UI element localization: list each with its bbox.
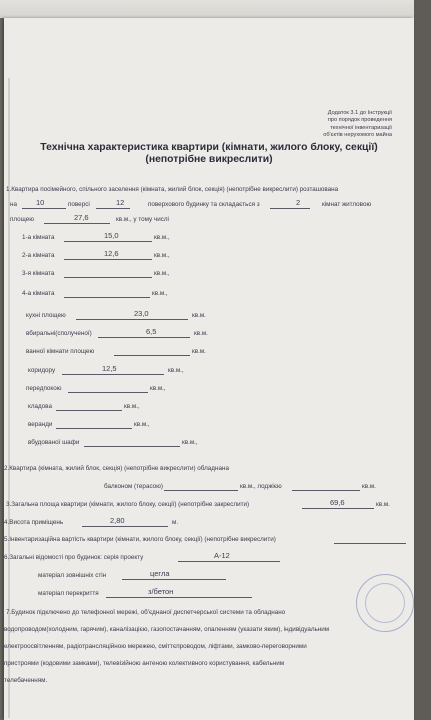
extra-unit: кв.м., — [124, 403, 140, 410]
extra-line — [98, 337, 190, 338]
document-page — [4, 18, 414, 720]
extra-label: кухні площею — [26, 312, 66, 319]
section-7-line: 7.Будинок підключено до телефонної мережі, об'єднаної диспетчерської системи та обладнано — [6, 609, 286, 616]
extra-label: коридору — [28, 367, 56, 374]
room-line — [64, 241, 152, 242]
paper-top-edge — [0, 0, 431, 18]
extra-unit: кв.м. — [192, 348, 206, 355]
binding-crease — [8, 78, 10, 718]
extra-unit: кв.м., — [182, 439, 198, 446]
living-area-label: площею — [10, 216, 34, 223]
appendix-note: Додаток 3.1 до Інструкції про порядок проведення технічної інвентаризації об'єктів нерухомого майна — [323, 110, 392, 139]
living-area-unit: кв.м., у тому числі — [116, 216, 169, 223]
document-title: Технічна характеристика квартири (кімнати, жилого блоку, секції) — [40, 142, 378, 153]
rooms-label: кімнат житловою — [322, 201, 372, 208]
section-5-text: 5.Інвентаризаційна вартість квартири (кімнати, жилого блоку, секції) (непотрібне викреслити) — [4, 536, 276, 543]
extra-line — [114, 355, 190, 356]
loggia-unit: кв.м. — [362, 483, 376, 490]
extra-unit: кв.м., — [150, 385, 166, 392]
floor-line — [22, 208, 66, 209]
extra-value: 23,0 — [134, 309, 149, 318]
balcony-line — [164, 490, 238, 491]
extra-value: 12,5 — [102, 364, 117, 373]
room-line — [64, 259, 152, 260]
total-area-line — [302, 508, 374, 509]
extra-label: передпокою — [26, 385, 62, 392]
extra-label: веранди — [28, 421, 53, 428]
seal-stamp — [356, 574, 414, 632]
total-area-unit: кв.м. — [376, 501, 390, 508]
room-unit: кв.м., — [152, 290, 168, 297]
extra-line — [76, 319, 188, 320]
section-7-line: пристроями (кодовими замками), телевізійною антеною колективного користування, кабельним — [4, 660, 285, 667]
balcony-unit: кв.м., лоджією — [240, 483, 282, 490]
room-label: 3-я кімната — [22, 270, 55, 277]
storeys-line — [96, 208, 130, 209]
extra-label: вбудованої шафи — [28, 439, 80, 446]
seal-inner-ring — [365, 583, 405, 623]
room-value: 15,0 — [104, 231, 119, 240]
floors-line — [106, 597, 252, 598]
extra-line — [56, 410, 122, 411]
total-area-value: 69,6 — [330, 498, 345, 507]
room-unit: кв.м., — [154, 252, 170, 259]
height-value: 2,80 — [110, 516, 125, 525]
section-7-line: телебаченням. — [4, 677, 48, 684]
room-value: 12,6 — [104, 249, 119, 258]
section-4-text: 4.Висота приміщень — [4, 519, 64, 526]
section-7-line: водопроводом(холодним, гарячим), каналізацією, газопостачанням, опаленням (указати яким), індивідуальним — [4, 626, 330, 633]
walls-line — [122, 579, 226, 580]
extra-label: кладова — [28, 403, 52, 410]
room-label: 1-а кімната — [22, 234, 55, 241]
floors-label: матеріал перекриття — [38, 590, 99, 597]
storeys-label: поверхового будинку та складається з — [148, 201, 260, 208]
floors-value: з/бетон — [148, 587, 174, 596]
section-3-text: 3.Загальна площа квартири (кімнати, жилого блоку, секції) (непотрібне закреслити) — [6, 501, 250, 508]
section-2-text: 2.Квартира (кімната, жилий блок, секція) (непотрібне викреслити) обладнана — [4, 465, 229, 472]
walls-value: цегла — [150, 569, 170, 578]
extra-line — [84, 446, 180, 447]
background-edge — [414, 0, 431, 720]
extra-label: вбиральні(сполученої) — [26, 330, 92, 337]
extra-line — [62, 374, 164, 375]
room-line — [64, 277, 152, 278]
extra-label: ванної кімнати площею — [26, 348, 95, 355]
loggia-line — [292, 490, 360, 491]
series-value: А-12 — [214, 551, 230, 560]
extra-unit: кв.м. — [192, 312, 206, 319]
extra-unit: кв.м., — [134, 421, 150, 428]
extra-unit: кв.м., — [168, 367, 184, 374]
walls-label: матеріал зовнішніх стін — [38, 572, 107, 579]
rooms-line — [270, 208, 310, 209]
rooms-value: 2 — [296, 198, 301, 207]
height-unit: м. — [172, 519, 179, 526]
living-area-line — [44, 223, 110, 224]
extra-unit: кв.м. — [194, 330, 208, 337]
floor-label: поверсі — [68, 201, 90, 208]
extra-line — [56, 428, 132, 429]
floor-value: 10 — [36, 198, 45, 207]
storeys-value: 12 — [116, 198, 125, 207]
room-unit: кв.м., — [154, 234, 170, 241]
section-6-text: 6.Загальні відомості про будинок: серія проекту — [4, 554, 144, 561]
balcony-label: балконом (терасою) — [104, 483, 163, 490]
room-line — [64, 297, 150, 298]
section-1-text: 1.Квартира посімейного, спільного заселення (кімната, жилий блок, секція) (непотрібне викреслити) розташована — [6, 186, 339, 193]
room-label: 4-а кімната — [22, 290, 55, 297]
value-line — [334, 543, 406, 544]
section-7-line: електроосвітленням, радіотрансляційною мережею, сміттєпроводом, ліфтами, замково-переговорними — [4, 643, 307, 650]
extra-line — [68, 392, 148, 393]
room-unit: кв.м., — [154, 270, 170, 277]
living-area-value: 27,6 — [74, 213, 89, 222]
document-subtitle: (непотрібне викреслити) — [145, 154, 273, 165]
series-line — [178, 561, 280, 562]
na-label: на — [10, 201, 17, 208]
extra-value: 6,5 — [146, 327, 157, 336]
height-line — [82, 526, 168, 527]
room-label: 2-а кімната — [22, 252, 55, 259]
